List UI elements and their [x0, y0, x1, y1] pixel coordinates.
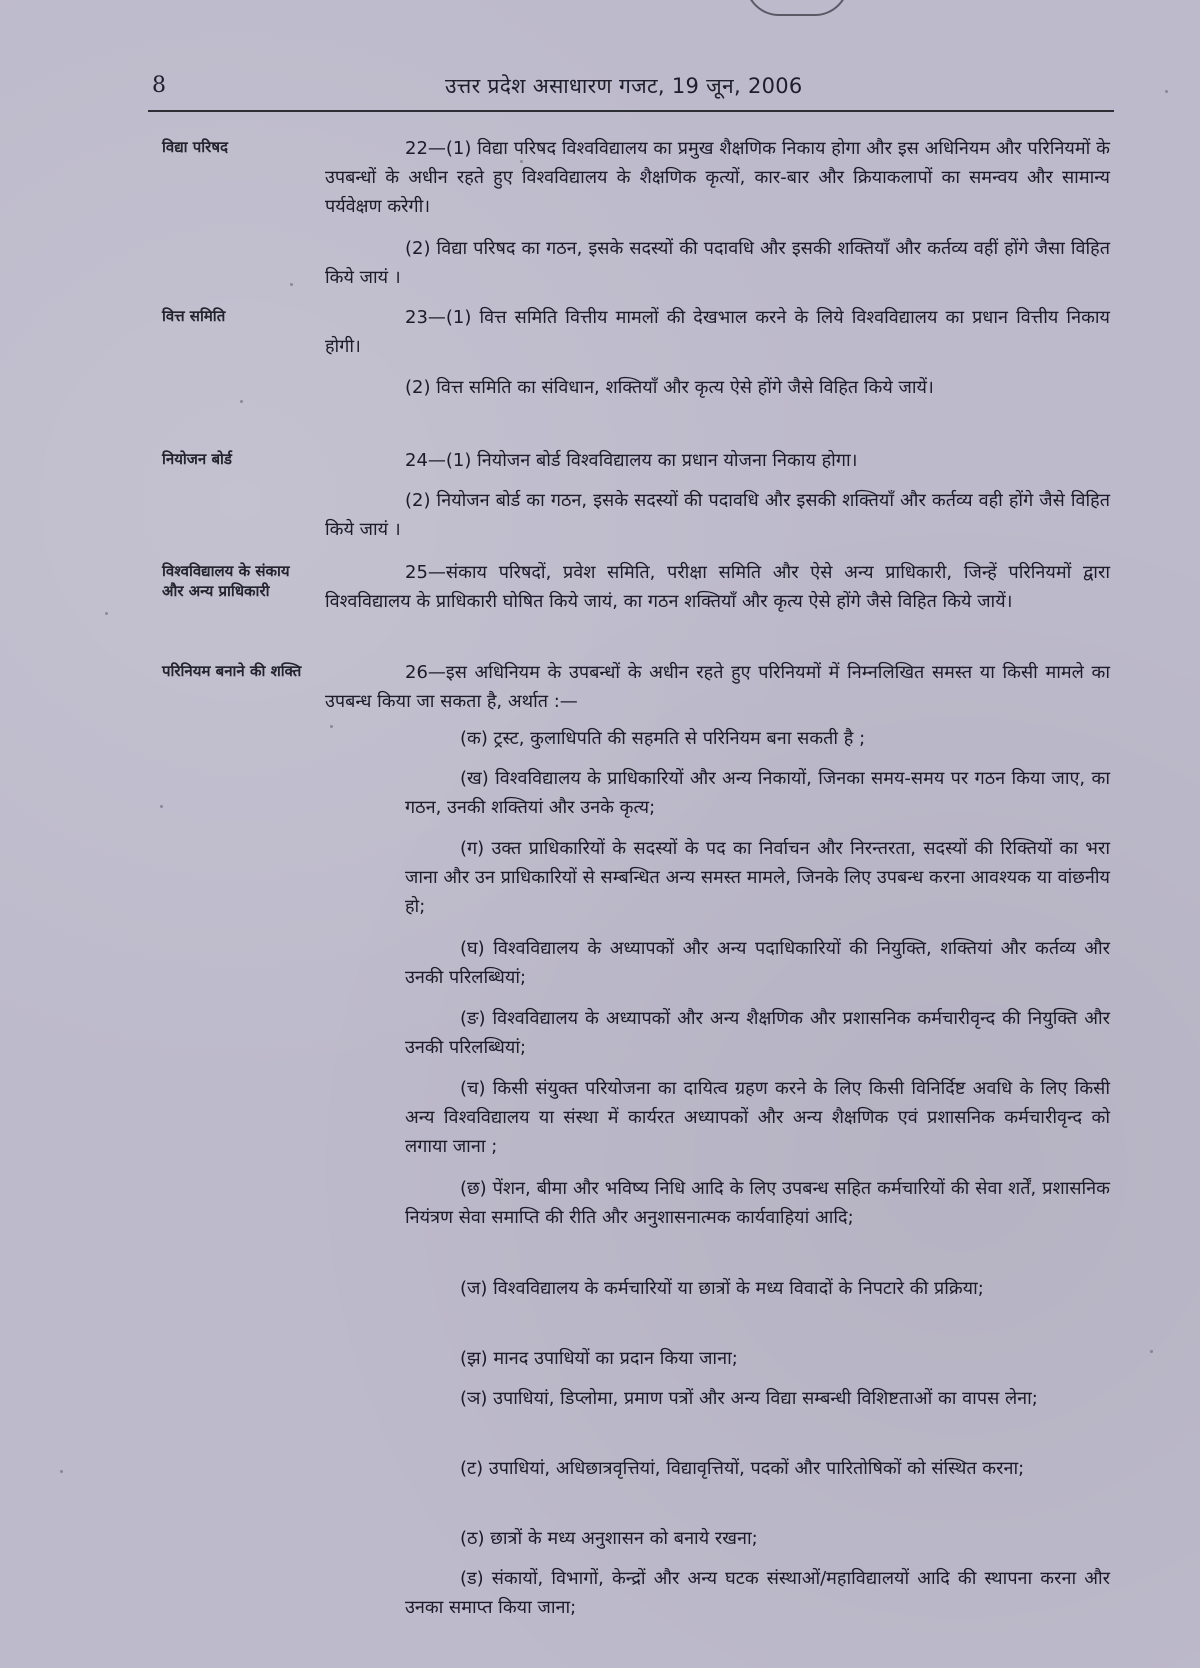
clause-kha: (ख) विश्वविद्यालय के प्राधिकारियों और अन्य निकायों, जिनका समय-समय पर गठन किया जाए, का गठन, उनकी शक्तियां और उनके कृत्य;	[405, 768, 1110, 818]
side-title-sankay-pradhikari: विश्वविद्यालय के संकाय और अन्य प्राधिकारी	[162, 562, 290, 600]
section-23-para-2: (2) वित्त समिति का संविधान, शक्तियाँ और कृत्य ऐसे होंगे जैसे विहित किये जायें।	[405, 377, 934, 398]
side-title-niyojan-board: नियोजन बोर्ड	[162, 450, 232, 468]
section-22-para-1: 22—(1) विद्या परिषद विश्वविद्यालय का प्रमुख शैक्षणिक निकाय होगा और इस अधिनियम और परिनियमों के उपबन्धों के अधीन रहते हुए विश्वविद्यालय के शैक्षणिक कृत्यों, कार-बार और क्रियाकलापों का समन्वय और सामान्य पर्यवेक्षण करेगी।	[325, 138, 1110, 217]
clause-ga: (ग) उक्त प्राधिकारियों के सदस्यों के पद का निर्वाचन और निरन्तरता, सदस्यों की रिक्तियों का भरा जाना और उन प्राधिकारियों से सम्बन्धित अन्य समस्त मामले, जिनके लिए उपबन्ध करना आवश्यक या वांछनीय हो;	[405, 838, 1110, 917]
paper-speck	[240, 400, 243, 403]
paper-speck	[1150, 1350, 1153, 1353]
section-24-para-2: (2) नियोजन बोर्ड का गठन, इसके सदस्यों की पदावधि और इसकी शक्तियाँ और कर्तव्य वही होंगे जैसे विहित किये जायं ।	[325, 490, 1110, 540]
paper-speck	[290, 283, 293, 286]
section-24-para-1: 24—(1) नियोजन बोर्ड विश्वविद्यालय का प्रधान योजना निकाय होगा।	[405, 450, 858, 471]
clause-ka: (क) ट्रस्ट, कुलाधिपति की सहमति से परिनियम बना सकती है ;	[460, 728, 866, 749]
clause-da: (ड) संकायों, विभागों, केन्द्रों और अन्य घटक संस्थाओं/महाविद्यालयों आदि की स्थापना करना और उनका समाप्त किया जाना;	[405, 1568, 1110, 1618]
section-26-para-1: 26—इस अधिनियम के उपबन्धों के अधीन रहते हुए परिनियमों में निम्नलिखित समस्त या किसी मामले का उपबन्ध किया जा सकता है, अर्थात :—	[325, 662, 1110, 712]
header-divider	[148, 110, 1114, 112]
page-number: 8	[152, 73, 166, 98]
stamp-arc	[745, 0, 849, 16]
clause-chha: (छ) पेंशन, बीमा और भविष्य निधि आदि के लिए उपबन्ध सहित कर्मचारियों की सेवा शर्तें, प्रशासनिक नियंत्रण सेवा समाप्ति की रीति और अनुशासनात्मक कार्यवाहियां आदि;	[405, 1178, 1110, 1228]
clause-tha: (ठ) छात्रों के मध्य अनुशासन को बनाये रखना;	[460, 1528, 758, 1549]
paper-speck	[330, 725, 333, 728]
clause-ta: (ट) उपाधियां, अधिछात्रवृत्तियां, विद्यावृत्तियों, पदकों और पारितोषिकों को संस्थित करना;	[460, 1458, 1025, 1479]
gazette-title: उत्तर प्रदेश असाधारण गजट, 19 जून, 2006	[445, 74, 803, 98]
clause-ja: (ज) विश्वविद्यालय के कर्मचारियों या छात्रों के मध्य विवादों के निपटारे की प्रक्रिया;	[460, 1278, 984, 1299]
section-22-para-2: (2) विद्या परिषद का गठन, इसके सदस्यों की पदावधि और इसकी शक्तियाँ और कर्तव्य वहीं होंगे जैसा विहित किये जायं ।	[325, 238, 1110, 288]
clause-cha: (च) किसी संयुक्त परियोजना का दायित्व ग्रहण करने के लिए किसी विनिर्दिष्ट अवधि के लिए किसी अन्य विश्वविद्यालय या संस्था में कार्यरत अध्यापकों और अन्य शैक्षणिक एवं प्रशासनिक कर्मचारीवृन्द को लगाया जाना ;	[405, 1078, 1110, 1157]
paper-speck	[160, 805, 163, 808]
paper-speck	[1165, 90, 1168, 93]
paper-speck	[105, 612, 108, 615]
clause-jha: (झ) मानद उपाधियों का प्रदान किया जाना;	[460, 1348, 738, 1369]
paper-speck	[520, 160, 523, 163]
page-header	[150, 68, 1112, 108]
section-25-para-1: 25—संकाय परिषदों, प्रवेश समिति, परीक्षा समिति और ऐसे अन्य प्राधिकारी, जिन्हें परिनियमों द्वारा विश्वविद्यालय के प्राधिकारी घोषित किये जायं, का गठन शक्तियाँ और कृत्य ऐसे होंगे जैसे विहित किये जायें।	[325, 562, 1110, 612]
clause-nya: (ञ) उपाधियां, डिप्लोमा, प्रमाण पत्रों और अन्य विद्या सम्बन्धी विशिष्टताओं का वापस लेना;	[460, 1388, 1038, 1409]
side-title-pariniyam-shakti: परिनियम बनाने की शक्ति	[162, 662, 302, 680]
side-title-vitt-samiti: वित्त समिति	[162, 307, 226, 325]
clause-nga: (ङ) विश्वविद्यालय के अध्यापकों और अन्य शैक्षणिक और प्रशासनिक कर्मचारीवृन्द की नियुक्ति और उनकी परिलब्धियां;	[405, 1008, 1110, 1058]
side-title-vidya-parishad: विद्या परिषद	[162, 138, 228, 156]
paper-speck	[60, 1470, 63, 1473]
clause-gha: (घ) विश्वविद्यालय के अध्यापकों और अन्य पदाधिकारियों की नियुक्ति, शक्तियां और कर्तव्य और उनकी परिलब्धियां;	[405, 938, 1110, 988]
section-23-para-1: 23—(1) वित्त समिति वित्तीय मामलों की देखभाल करने के लिये विश्वविद्यालय का प्रधान वित्तीय निकाय होगी।	[325, 307, 1110, 357]
